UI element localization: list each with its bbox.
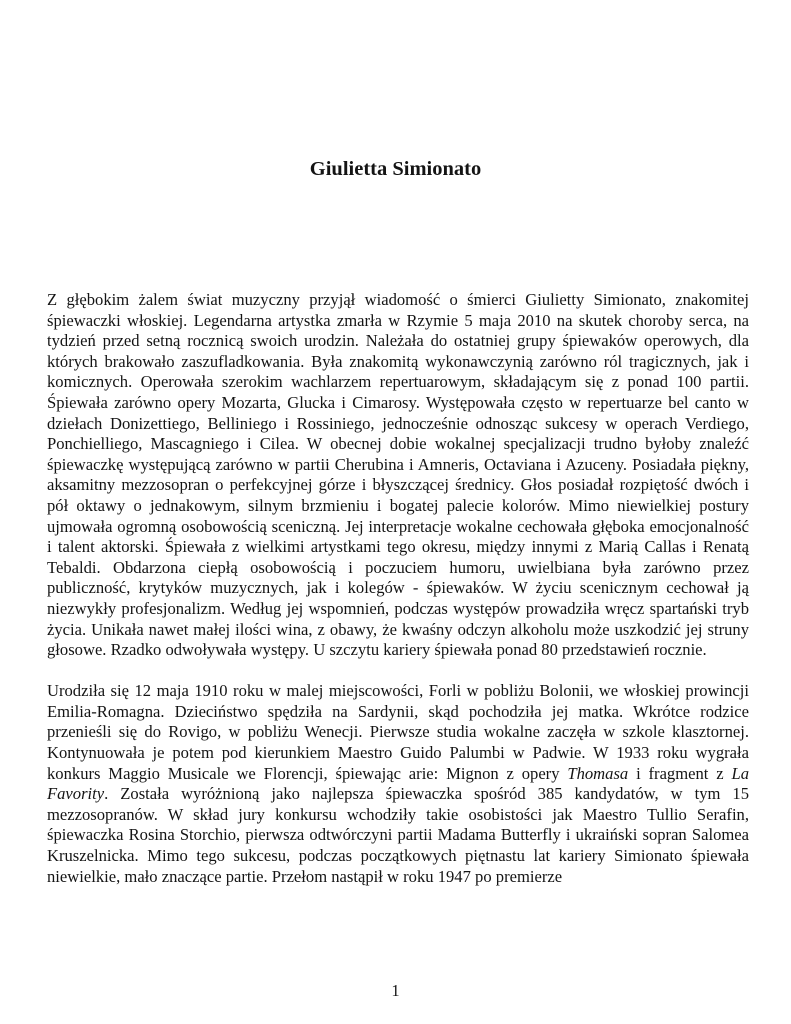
- paragraph-2-text-b: i fragment z: [628, 763, 732, 783]
- paragraph-1: Z głębokim żalem świat muzyczny przyjął wiadomość o śmierci Giulietty Simionato, znakomitej śpiewaczki włoskiej. Legendarna artystka zmarła w Rzymie 5 maja 2010 na skutek choroby serca, na tydzień przed setną rocznicą swoich urodzin. Należała do ostatniej grupy śpiewaków operowych, dla których brakowało zaszufladkowania. Była znakomitą wykonawczynią zarówno ról tragicznych, jak i komicznych. Operowała szerokim wachlarzem repertuarowym, składającym się z ponad 100 partii. Śpiewała zarówno opery Mozarta, Glucka i Cimarosy. Występowała często w repertuarze bel canto w dziełach Donizettiego, Belliniego i Rossiniego, jednocześnie odnosząc sukcesy w operach Verdiego, Ponchielliego, Mascagniego i Cilea. W obecnej dobie wokalnej specjalizacji trudno byłoby znaleźć śpiewaczkę występującą zarówno w partii Cherubina i Amneris, Octaviana i Azuceny. Posiadała piękny, aksamitny mezzosopran o perfekcyjnej górze i błyszczącej średnicy. Głos posiadał rozpiętość dwóch i pół oktawy o jednakowym, silnym brzmieniu i bogatej palecie kolorów. Mimo niewielkiej postury ujmowała ogromną osobowością sceniczną. Jej interpretacje wokalne cechowała głęboka emocjonalność i talent aktorski. Śpiewała z wielkimi artystkami tego okresu, między innymi z Marią Callas i Renatą Tebaldi. Obdarzona ciepłą osobowością i poczuciem humoru, uwielbiana była zarówno przez publiczność, krytyków muzycznych, jak i kolegów - śpiewaków. W życiu scenicznym cechował ją niezwykły profesjonalizm. Według jej wspomnień, podczas występów prowadziła wręcz spartański tryb życia. Unikała nawet małej ilości wina, z obawy, że kwaśny odczyn alkoholu może uszkodzić jej struny głosowe. Rzadko odwoływała występy. U szczytu kariery śpiewała ponad 80 przedstawień rocznie.: [47, 290, 749, 660]
- page-number: 1: [391, 981, 400, 1000]
- paragraph-2-text-c: . Została wyróżnioną jako najlepsza śpiewaczka spośród 385 kandydatów, w tym 15 mezzosopranów. W skład jury konkursu wchodziły takie osobistości jak Maestro Tullio Serafin, śpiewaczka Rosina Storchio, pierwsza odtwórczyni partii Madama Butterfly i ukraiński sopran Salomea Kruszelnicka. Mimo tego sukcesu, podczas początkowych piętnastu lat kariery Simionato śpiewała niewielkie, mało znaczące partie. Przełom nastąpił w roku 1947 po premierze: [47, 784, 749, 886]
- article-body: [47, 290, 749, 887]
- paragraph-2: [47, 681, 749, 887]
- opera-title-thomasa: Thomasa: [567, 763, 629, 783]
- opera-title-la-favority: La Favority: [47, 763, 749, 804]
- paragraph-2-text-a: Urodziła się 12 maja 1910 roku w malej miejscowości, Forli w pobliżu Bolonii, we włoskiej prowincji Emilia-Romagna. Dzieciństwo spędziła na Sardynii, skąd pochodziła jej matka. Wkrótce rodzice przenieśli się do Rovigo, w pobliżu Wenecji. Pierwsze studia wokalne zaczęła w szkole klasztornej. Kontynuowała je potem pod kierunkiem Maestro Guido Palumbi w Padwie. W 1933 roku wygrała konkurs Maggio Musicale we Florencji, śpiewając arie: Mignon z opery: [47, 681, 749, 783]
- page-title: Giulietta Simionato: [309, 158, 482, 180]
